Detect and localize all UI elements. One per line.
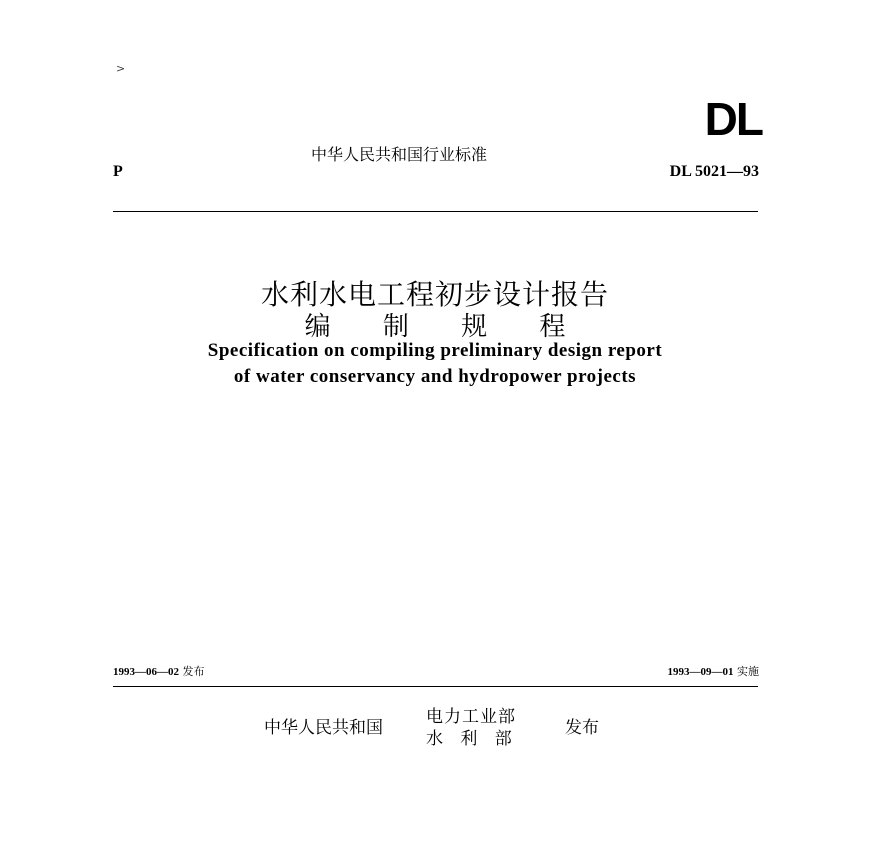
top-divider (113, 211, 758, 212)
classification-code: P (113, 163, 123, 180)
title-cn-line1: 水利水电工程初步设计报告 (260, 278, 609, 311)
dl-logo: DL (704, 93, 762, 145)
corner-mark: > (116, 62, 126, 75)
publish-action: 发布 (565, 718, 599, 738)
publisher-country: 中华人民共和国 (264, 718, 383, 738)
issue-label: 发布 (182, 665, 205, 678)
issue-date-block (113, 663, 205, 679)
publisher-ministry-water: 水 利 部 (426, 729, 512, 749)
effective-date-block (668, 663, 760, 679)
standard-type: 中华人民共和国行业标准 (311, 145, 488, 164)
effective-label: 实施 (737, 665, 759, 678)
effective-date: 1993—09—01 (667, 666, 734, 678)
publisher-ministry-power: 电力工业部 (426, 707, 516, 727)
title-cn-line2: 编 制 规 程 (304, 312, 588, 342)
issue-date: 1993—06—02 (113, 666, 179, 678)
standard-number: DL 5021—93 (669, 163, 759, 180)
title-en-line2: of water conservancy and hydropower projects (233, 366, 637, 387)
title-en-line1: Specification on compiling preliminary design report (207, 340, 663, 361)
bottom-divider (113, 686, 758, 687)
